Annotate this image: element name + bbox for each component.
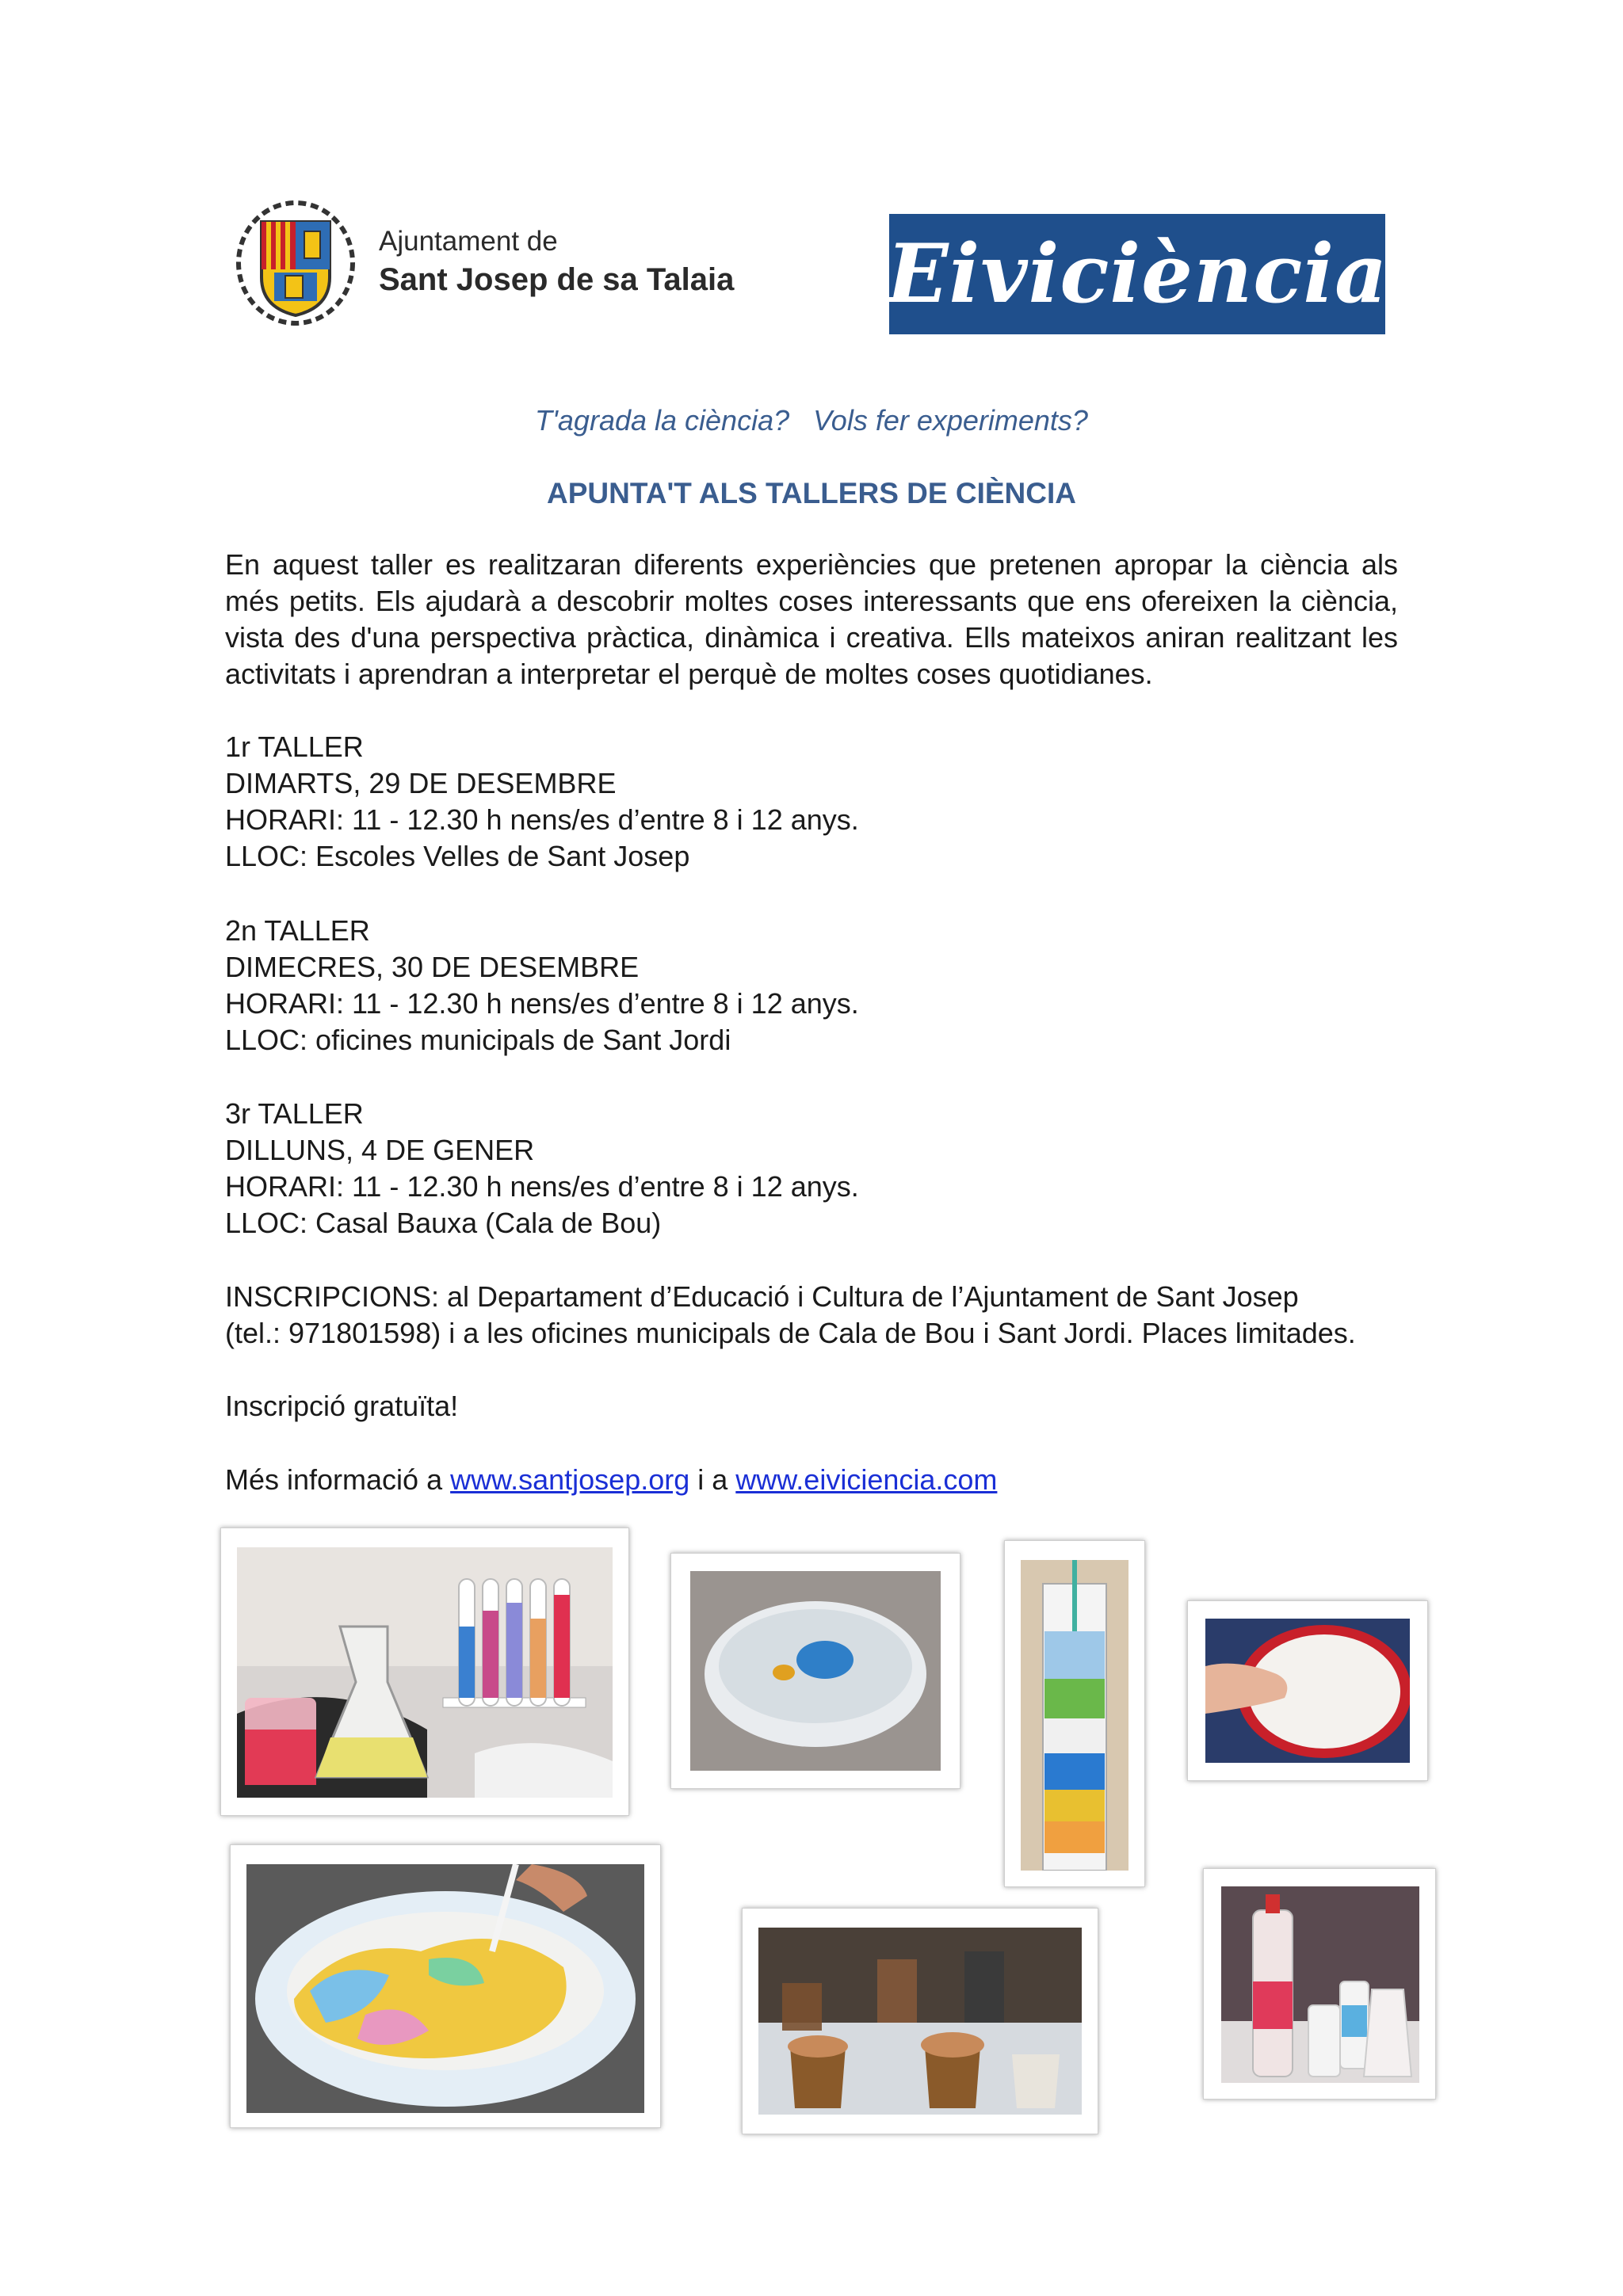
- council-line-1: Ajuntament de: [379, 226, 558, 257]
- photo-test-tubes: [220, 1527, 629, 1816]
- brand-text: Eiviciència: [886, 227, 1388, 322]
- page-title: APUNTA'T ALS TALLERS DE CIÈNCIA: [547, 477, 1076, 509]
- workshop-title: 3r TALLER: [225, 1097, 364, 1130]
- workshop-date: DIMECRES, 30 DE DESEMBRE: [225, 951, 640, 983]
- registration-line-1: INSCRIPCIONS: al Departament d’Educació i Cultura de l’Ajuntament de Sant Josep: [225, 1280, 1299, 1313]
- workshop-1: [225, 729, 859, 875]
- more-info: [225, 1462, 997, 1498]
- workshop-schedule: HORARI: 11 - 12.30 h nens/es d’entre 8 i 12 anys.: [225, 803, 859, 836]
- workshop-title: 2n TALLER: [225, 914, 370, 947]
- tagline: T'agrada la ciència? Vols fer experiments?: [535, 404, 1088, 437]
- workshop-place: LLOC: Casal Bauxa (Cala de Bou): [225, 1207, 662, 1239]
- more-info-prefix: Més informació a: [225, 1463, 451, 1496]
- workshop-title: 1r TALLER: [225, 730, 364, 763]
- workshop-2: [225, 913, 859, 1058]
- registration-info: [225, 1279, 1356, 1352]
- eiviciencia-logo: [886, 214, 1388, 334]
- coat-of-arms-icon: [235, 200, 357, 326]
- workshop-place: LLOC: oficines municipals de Sant Jordi: [225, 1024, 731, 1056]
- workshop-date: DILLUNS, 4 DE GENER: [225, 1134, 535, 1166]
- photo-bowl-experiment: [670, 1553, 960, 1789]
- free-registration-text: Inscripció gratuïta!: [225, 1390, 459, 1422]
- photo-foam-cups: [742, 1908, 1098, 2134]
- photo-density-column: [1004, 1540, 1145, 1887]
- eiviciencia-link[interactable]: www.eiviciencia.com: [735, 1463, 998, 1496]
- photo-marbled-plate: [230, 1844, 661, 2128]
- intro-paragraph: En aquest taller es realitzaran diferents experiències que pretenen apropar la ciència als més petits. Els ajudarà a descobrir moltes coses interessants que ens ofereixen la ciència, vista des d'una perspectiva pràctica, dinàmica i creativa. Ells mateixos aniran realitzant les activitats i aprendran a interpretar el perquè de moltes coses quotidianes.: [225, 548, 1398, 690]
- registration-line-2: (tel.: 971801598) i a les oficines municipals de Cala de Bou i Sant Jordi. Places limitades.: [225, 1317, 1356, 1349]
- photo-plate-experiment: [1187, 1600, 1428, 1781]
- workshop-schedule: HORARI: 11 - 12.30 h nens/es d’entre 8 i 12 anys.: [225, 987, 859, 1020]
- workshop-date: DIMARTS, 29 DE DESEMBRE: [225, 767, 617, 799]
- santjosep-link[interactable]: www.santjosep.org: [450, 1463, 690, 1496]
- workshop-place: LLOC: Escoles Velles de Sant Josep: [225, 840, 690, 872]
- workshop-schedule: HORARI: 11 - 12.30 h nens/es d’entre 8 i 12 anys.: [225, 1170, 859, 1203]
- council-name: [379, 227, 734, 297]
- free-registration: [225, 1388, 458, 1425]
- council-line-2: Sant Josep de sa Talaia: [379, 261, 735, 297]
- workshop-3: [225, 1096, 859, 1241]
- more-info-middle: i a: [689, 1463, 736, 1496]
- photo-bottles: [1203, 1868, 1436, 2100]
